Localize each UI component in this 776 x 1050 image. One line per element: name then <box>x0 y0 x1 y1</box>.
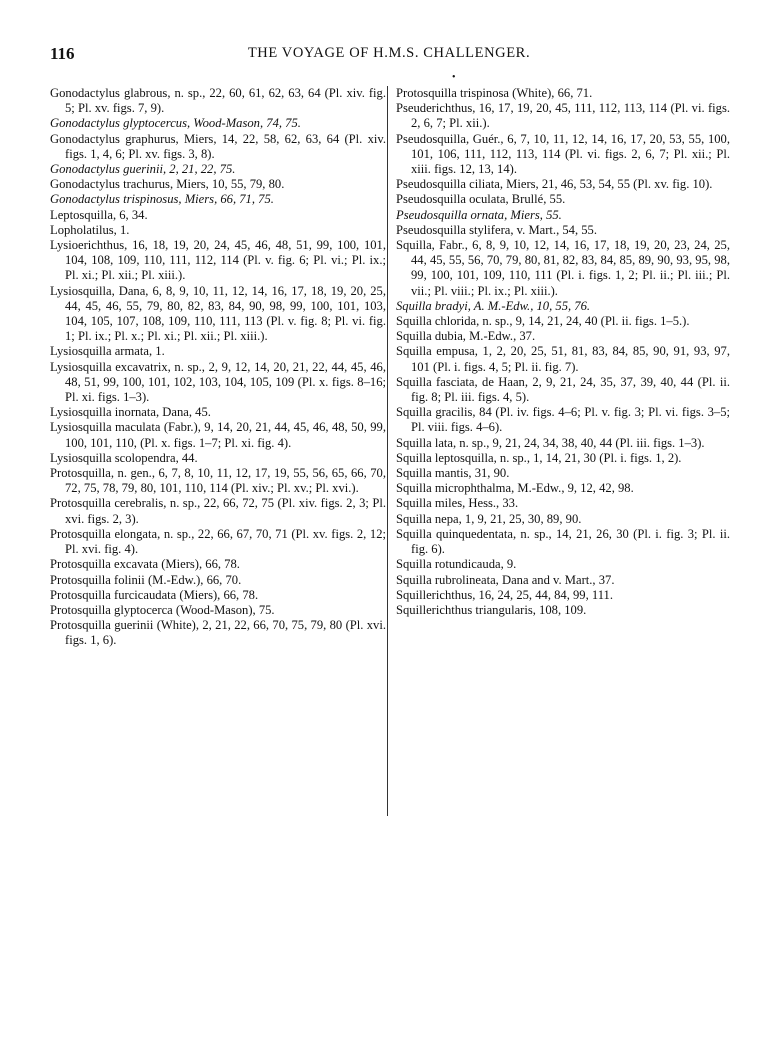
index-entry: Protosquilla, n. gen., 6, 7, 8, 10, 11, 12, 17, 19, 55, 56, 65, 66, 70, 72, 75, 78, 79, 80, 101, 110, 114 (Pl. xiv.; Pl. xv.; Pl. xvi.). <box>50 466 386 496</box>
column-divider <box>387 86 388 816</box>
index-entry: Gonodactylus guerinii, 2, 21, 22, 75. <box>50 162 236 177</box>
index-entry: Gonodactylus glabrous, n. sp., 22, 60, 61, 62, 63, 64 (Pl. xiv. fig. 5; Pl. xv. figs. 7, 9). <box>50 86 386 116</box>
index-entry: Squillerichthus triangularis, 108, 109. <box>396 602 587 617</box>
index-entry: Lysioerichthus, 16, 18, 19, 20, 24, 45, 46, 48, 51, 99, 100, 101, 104, 108, 109, 110, 111, 112, 114 (Pl. v. fig. 6; Pl. vi.; Pl. ix.; Pl. xi.; Pl. xii.; Pl. xiii.). <box>50 238 386 283</box>
index-entry: Squilla lata, n. sp., 9, 21, 24, 34, 38, 40, 44 (Pl. iii. figs. 1–3). <box>396 435 705 450</box>
dot-mark: • <box>452 72 456 83</box>
index-entry: Protosquilla trispinosa (White), 66, 71. <box>396 86 593 100</box>
index-entry: Protosquilla folinii (M.-Edw.), 66, 70. <box>50 572 242 587</box>
index-entry: Squilla mantis, 31, 90. <box>396 466 510 481</box>
index-entry: Gonodactylus glyptocercus, Wood-Mason, 74, 75. <box>50 116 301 131</box>
index-entry: Lysiosquilla armata, 1. <box>50 344 165 359</box>
index-entry: Squilla miles, Hess., 33. <box>396 496 519 511</box>
page-number: 116 <box>50 44 75 63</box>
index-entry: Squilla gracilis, 84 (Pl. iv. figs. 4–6; Pl. v. fig. 3; Pl. vi. figs. 3–5; Pl. viii. figs. 4–6). <box>396 405 730 435</box>
index-entry: Protosquilla excavata (Miers), 66, 78. <box>50 557 240 572</box>
index-entry: Squilla dubia, M.-Edw., 37. <box>396 329 536 344</box>
index-entry: Leptosquilla, 6, 34. <box>50 207 148 222</box>
index-entry: Gonodactylus trispinosus, Miers, 66, 71, 75. <box>50 192 274 207</box>
index-entry: Pseudosquilla oculata, Brullé, 55. <box>396 192 566 207</box>
index-entry: Lysiosquilla inornata, Dana, 45. <box>50 405 211 420</box>
index-entry: Lysiosquilla maculata (Fabr.), 9, 14, 20, 21, 44, 45, 46, 48, 50, 99, 100, 101, 110, (Pl. x. figs. 1–7; Pl. xi. fig. 4). <box>50 420 386 450</box>
index-entry: Gonodactylus trachurus, Miers, 10, 55, 79, 80. <box>50 177 285 192</box>
index-entry: Lopholatilus, 1. <box>50 222 130 237</box>
index-column-left <box>50 86 386 649</box>
index-entry: Squilla rotundicauda, 9. <box>396 557 517 572</box>
index-entry: Pseudosquilla stylifera, v. Mart., 54, 55. <box>396 222 598 237</box>
index-entry: Squilla quinquedentata, n. sp., 14, 21, 26, 30 (Pl. i. fig. 3; Pl. ii. fig. 6). <box>396 526 730 557</box>
index-entry: Squillerichthus, 16, 24, 25, 44, 84, 99, 111. <box>396 587 614 602</box>
running-title: THE VOYAGE OF H.M.S. CHALLENGER. <box>247 45 531 61</box>
index-entry: Pseudosquilla, Guér., 6, 7, 10, 11, 12, 14, 16, 17, 20, 53, 55, 100, 101, 106, 111, 112, 113, 114 (Pl. vi. figs. 2, 6, 7; Pl. xii.; Pl. xiii. figs. 12, 13, 14). <box>396 131 730 177</box>
index-entry: Lysiosquilla excavatrix, n. sp., 2, 9, 12, 14, 20, 21, 22, 44, 45, 46, 48, 51, 99, 100, 101, 102, 103, 104, 105, 109 (Pl. x. figs. 8–16; Pl. xi. figs. 1–3). <box>50 359 386 405</box>
index-entry: Protosquilla glyptocerca (Wood-Mason), 75. <box>50 602 275 617</box>
index-entry: Pseudosquilla ornata, Miers, 55. <box>396 207 562 222</box>
index-entry: Lysiosquilla, Dana, 6, 8, 9, 10, 11, 12, 14, 16, 17, 18, 19, 20, 25, 44, 45, 46, 55, 79, 80, 82, 83, 84, 90, 98, 99, 100, 101, 103, 104, 105, 107, 108, 109, 110, 111, 113 (Pl. v. fig. 8; Pl. vi. fig. 1; Pl. ix.; Pl. x.; Pl. xi.; Pl. xii.; Pl. xiii.). <box>50 283 386 344</box>
index-entry: Protosquilla guerinii (White), 2, 21, 22, 66, 70, 75, 79, 80 (Pl. xvi. figs. 1, 6). <box>50 618 386 648</box>
index-entry: Squilla fasciata, de Haan, 2, 9, 21, 24, 35, 37, 39, 40, 44 (Pl. ii. fig. 8; Pl. iii. figs. 4, 5). <box>396 374 730 405</box>
index-column-right <box>396 86 730 618</box>
index-entry: Protosquilla cerebralis, n. sp., 22, 66, 72, 75 (Pl. xiv. figs. 2, 3; Pl. xvi. figs. 2, 3). <box>50 496 386 526</box>
index-entry: Lysiosquilla scolopendra, 44. <box>50 450 198 465</box>
index-entry: Pseudosquilla ciliata, Miers, 21, 46, 53, 54, 55 (Pl. xv. fig. 10). <box>396 177 713 192</box>
page-header <box>50 44 728 68</box>
index-entry: Protosquilla furcicaudata (Miers), 66, 78. <box>50 587 259 602</box>
index-entry: Pseuderichthus, 16, 17, 19, 20, 45, 111, 112, 113, 114 (Pl. vi. figs. 2, 6, 7; Pl. xii.). <box>396 101 730 131</box>
index-entry: Squilla empusa, 1, 2, 20, 25, 51, 81, 83, 84, 85, 90, 91, 93, 97, 101 (Pl. i. figs. 4, 5; Pl. ii. fig. 7). <box>396 344 730 374</box>
index-entry: Squilla bradyi, A. M.-Edw., 10, 55, 76. <box>396 298 591 313</box>
index-entry: Squilla leptosquilla, n. sp., 1, 14, 21, 30 (Pl. i. figs. 1, 2). <box>396 450 682 465</box>
index-entry: Squilla rubrolineata, Dana and v. Mart., 37. <box>396 572 615 587</box>
index-entry: Gonodactylus graphurus, Miers, 14, 22, 58, 62, 63, 64 (Pl. xiv. figs. 1, 4, 6; Pl. xv. figs. 3, 8). <box>50 131 386 161</box>
index-entry: Protosquilla elongata, n. sp., 22, 66, 67, 70, 71 (Pl. xv. figs. 2, 12; Pl. xvi. fig. 4). <box>50 526 386 557</box>
index-entry: Squilla microphthalma, M.-Edw., 9, 12, 42, 98. <box>396 481 634 496</box>
index-entry: Squilla, Fabr., 6, 8, 9, 10, 12, 14, 16, 17, 18, 19, 20, 23, 24, 25, 44, 45, 55, 56, 70, 79, 80, 81, 82, 83, 84, 85, 89, 90, 93, 95, 98, 99, 100, 101, 109, 110, 111 (Pl. i. figs. 1, 2; Pl. ii.; Pl. iii.; Pl. vii.; Pl. viii.; Pl. ix.; Pl. xiii.). <box>396 238 730 298</box>
index-entry: Squilla nepa, 1, 9, 21, 25, 30, 89, 90. <box>396 511 582 526</box>
index-entry: Squilla chlorida, n. sp., 9, 14, 21, 24, 40 (Pl. ii. figs. 1–5.). <box>396 314 690 329</box>
